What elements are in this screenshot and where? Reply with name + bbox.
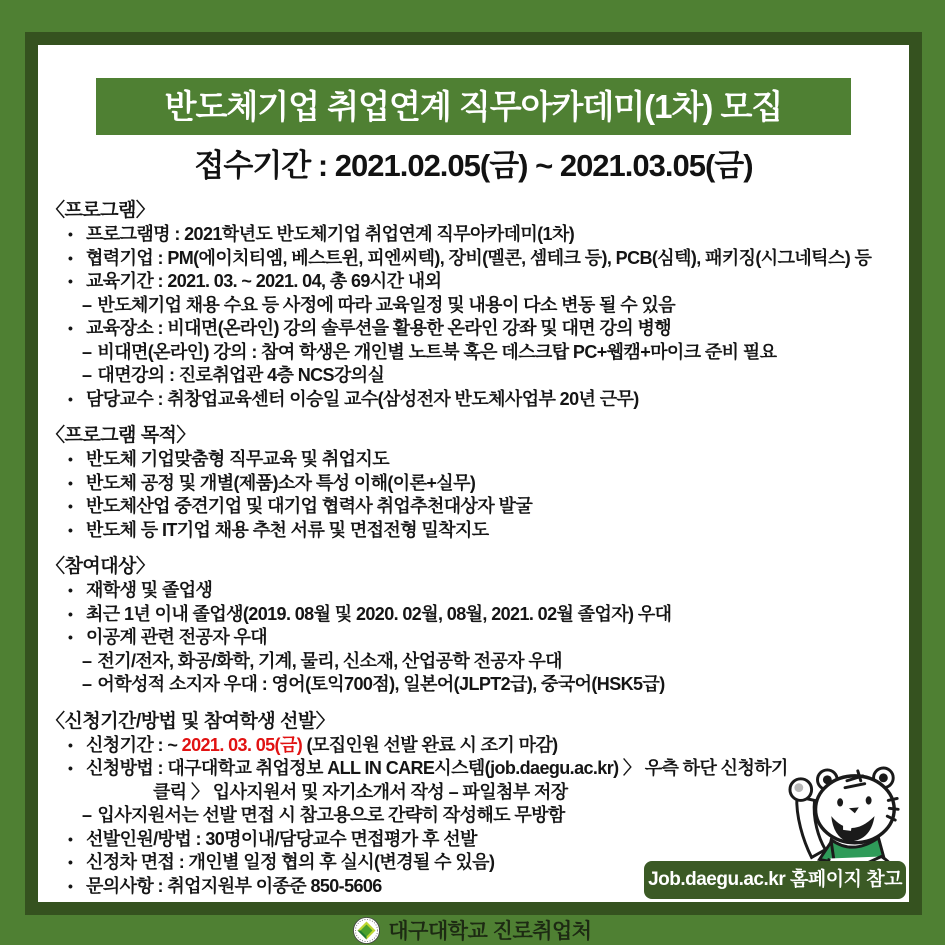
list-item-text: 교육장소 : 비대면(온라인) 강의 솔루션을 활용한 온라인 강좌 및 대면 강의 병행 bbox=[86, 318, 672, 338]
list-item bbox=[46, 223, 909, 247]
dash-marker: – bbox=[82, 674, 92, 694]
list-item-text: 전기/전자, 화공/화학, 기계, 물리, 신소재, 산업공학 전공자 우대 bbox=[97, 650, 562, 671]
bullet-marker: • bbox=[68, 226, 73, 242]
dash-marker: – bbox=[82, 341, 92, 362]
list-item-text: 비대면(온라인) 강의 : 참여 학생은 개인별 노트북 혹은 데스크탑 PC+웹캠+마이크 준비 필요 bbox=[97, 341, 777, 362]
list-item-text: 어학성적 소지자 우대 : 영어(토익700점), 일본어(JLPT2급), 중국어(HSK5급) bbox=[97, 674, 665, 694]
application-period: 접수기간 : 2021.02.05(금) ~ 2021.03.05(금) bbox=[194, 148, 753, 183]
list-item-text: 담당교수 : 취창업교육센터 이승일 교수(삼성전자 반도체사업부 20년 근무) bbox=[86, 388, 639, 409]
list-item bbox=[46, 828, 909, 852]
list-item bbox=[46, 270, 909, 294]
list-item-text: 교육기간 : 2021. 03. ~ 2021. 04, 총 69시간 내외 bbox=[86, 271, 442, 291]
list-item bbox=[46, 579, 909, 603]
bullet-marker: • bbox=[68, 629, 73, 645]
section-heading: 〈참여대상〉 bbox=[46, 556, 155, 577]
list-item bbox=[46, 495, 909, 519]
footer-org-name: 대구대학교 진로취업처 bbox=[388, 920, 592, 943]
bullet-marker: • bbox=[68, 320, 73, 336]
bullet-marker: • bbox=[68, 451, 73, 467]
list-item bbox=[46, 364, 909, 388]
list-item-text: 신정차 면접 : 개인별 일정 협의 후 실시(변경될 수 있음) bbox=[86, 852, 495, 872]
list-item bbox=[46, 603, 909, 627]
list-item-text: 협력기업 : PM(에이치티엠, 베스트윈, 피엔씨텍), 장비(멜콘, 셈테크 등), PCB(심텍), 패키징(시그네틱스) 등 bbox=[86, 247, 872, 268]
list-item bbox=[46, 673, 909, 697]
list-item bbox=[46, 781, 909, 805]
list-item-text: 반도체 등 IT기업 채용 추천 서류 및 면접전형 밀착지도 bbox=[86, 519, 489, 540]
list-item bbox=[46, 448, 909, 472]
bullet-marker: • bbox=[68, 521, 73, 538]
title-banner: 반도체기업 취업연계 직무아카데미(1차) 모집 bbox=[96, 78, 851, 135]
text-segment: 신청기간 : ~ bbox=[86, 734, 182, 755]
list-item bbox=[46, 388, 909, 412]
section-heading: 〈신청기간/방법 및 참여학생 선발〉 bbox=[46, 710, 335, 732]
list-item-text: 선발인원/방법 : 30명이내/담당교수 면접평가 후 선발 bbox=[86, 828, 477, 849]
bullet-marker: • bbox=[68, 605, 73, 622]
section-heading: 〈프로그램〉 bbox=[46, 200, 155, 221]
list-item-text: 대면강의 : 진로취업관 4층 NCS강의실 bbox=[97, 365, 385, 385]
list-item-text: 최근 1년 이내 졸업생(2019. 08월 및 2020. 02월, 08월, 2021. 02월 졸업자) 우대 bbox=[86, 603, 672, 624]
list-item bbox=[46, 341, 909, 365]
list-item bbox=[46, 472, 909, 496]
bullet-marker: • bbox=[68, 830, 73, 847]
list-item-text: 재학생 및 졸업생 bbox=[86, 580, 213, 600]
list-item-text: 신청방법 : 대구대학교 취업정보 ALL IN CARE시스템(job.daegu.ac.kr) 〉 우측 하단 신청하기 bbox=[86, 758, 788, 778]
section bbox=[46, 424, 909, 542]
dash-marker: – bbox=[82, 805, 92, 825]
list-item-text: 입사지원서는 선발 면접 시 참고용으로 간략히 작성해도 무방함 bbox=[97, 805, 565, 825]
list-item bbox=[46, 519, 909, 543]
list-item bbox=[46, 734, 909, 758]
list-item bbox=[46, 804, 909, 828]
bullet-marker: • bbox=[68, 582, 73, 598]
bullet-marker: • bbox=[68, 273, 73, 289]
list-item bbox=[46, 757, 909, 781]
section bbox=[46, 555, 909, 697]
footer-bar bbox=[0, 915, 945, 945]
list-item bbox=[46, 317, 909, 341]
list-item-text: 반도체기업 채용 수요 등 사정에 따라 교육일정 및 내용이 다소 변동 될 수 있음 bbox=[97, 294, 676, 315]
list-item bbox=[46, 650, 909, 674]
section-heading: 〈프로그램 목적〉 bbox=[46, 425, 195, 446]
bullet-marker: • bbox=[68, 249, 73, 266]
bullet-marker: • bbox=[68, 390, 73, 407]
university-seal-icon bbox=[353, 917, 380, 944]
bullet-marker: • bbox=[68, 498, 73, 514]
deadline-highlight: 2021. 03. 05(금) bbox=[181, 734, 303, 755]
list-item-text: 반도체 기업맞춤형 직무교육 및 취업지도 bbox=[86, 449, 389, 469]
list-item-text: 이공계 관련 전공자 우대 bbox=[86, 627, 268, 647]
sections-container bbox=[38, 199, 909, 898]
list-item-text: 반도체 공정 및 개별(제품)소자 특성 이해(이론+실무) bbox=[86, 472, 476, 493]
list-item-text: 클릭 〉 입사지원서 및 자기소개서 작성 – 파일첨부 저장 bbox=[153, 781, 568, 802]
list-item bbox=[46, 626, 909, 650]
bullet-marker: • bbox=[68, 736, 73, 753]
bullet-marker: • bbox=[68, 474, 73, 491]
bullet-marker: • bbox=[68, 877, 73, 894]
text-segment: (모집인원 선발 완료 시 조기 마감) bbox=[302, 734, 558, 755]
dash-marker: – bbox=[82, 294, 92, 315]
dash-marker: – bbox=[82, 650, 92, 671]
list-item-text bbox=[86, 735, 558, 755]
list-item bbox=[46, 294, 909, 318]
bullet-marker: • bbox=[68, 854, 73, 870]
list-item bbox=[46, 247, 909, 271]
section bbox=[46, 199, 909, 411]
list-item-text: 반도체산업 중견기업 및 대기업 협력사 취업추천대상자 발굴 bbox=[86, 496, 533, 516]
bullet-marker: • bbox=[68, 760, 73, 776]
list-item-text: 문의사항 : 취업지원부 이종준 850-5606 bbox=[86, 875, 382, 896]
list-item-text: 프로그램명 : 2021학년도 반도체기업 취업연계 직무아카데미(1차) bbox=[86, 224, 575, 244]
dash-marker: – bbox=[82, 365, 92, 385]
homepage-reference-badge: Job.daegu.ac.kr 홈페이지 참고 bbox=[644, 861, 906, 899]
